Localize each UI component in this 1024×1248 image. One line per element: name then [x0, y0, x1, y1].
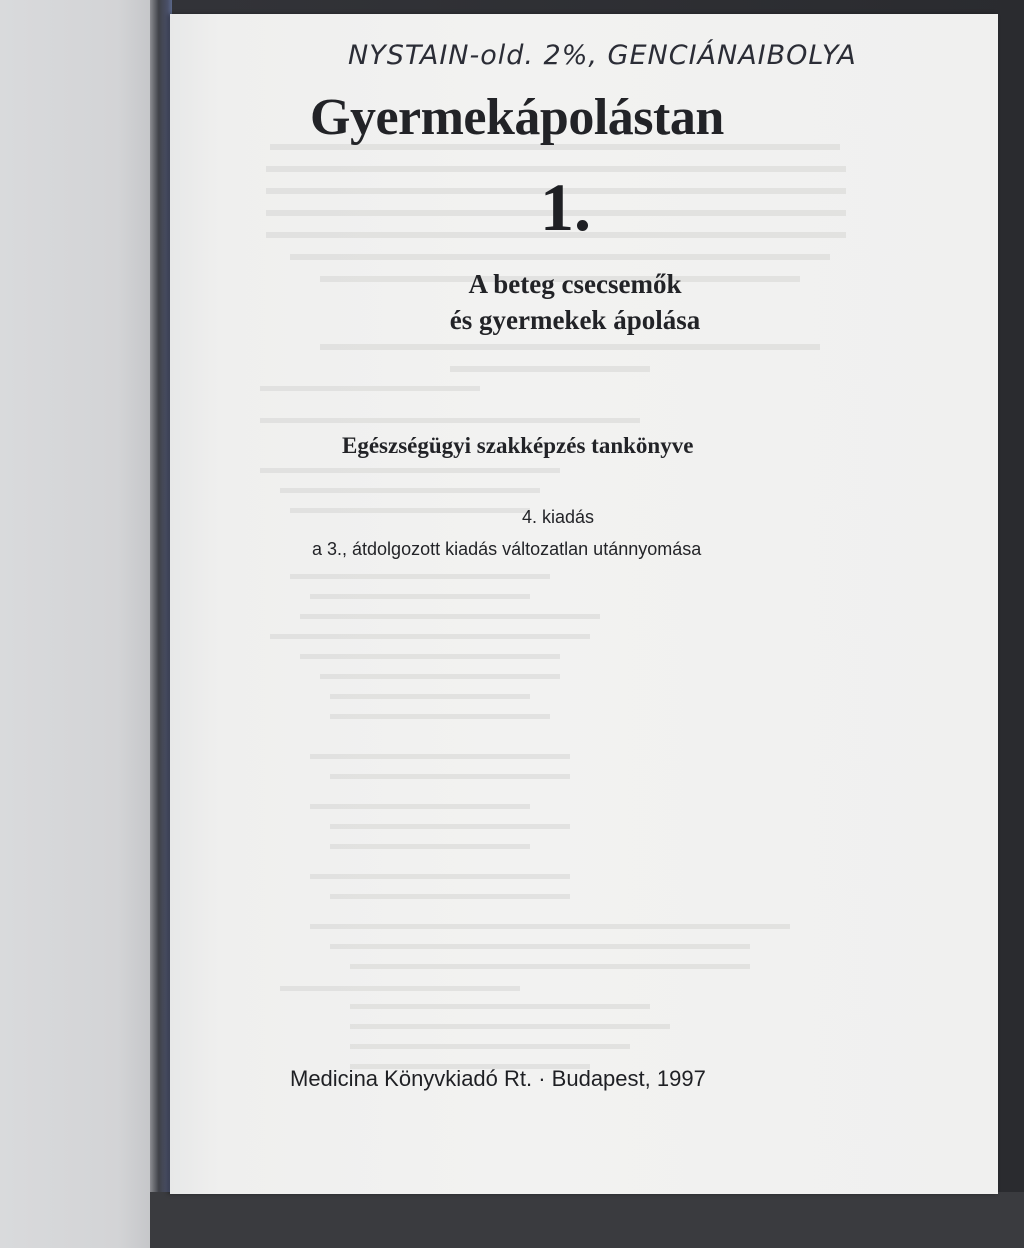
publisher-imprint: Medicina Könyvkiadó Rt. · Budapest, 1997: [290, 1066, 706, 1091]
edition-label: 4. kiadás: [522, 507, 595, 527]
reprint-note: a 3., átdolgozott kiadás változatlan utánnyomása: [312, 539, 702, 559]
book-subtitle: [380, 266, 770, 338]
subtitle-line-1: A beteg csecsemők: [468, 269, 682, 299]
left-page: [0, 0, 168, 1248]
book-cover-edge: [150, 0, 172, 1200]
bottom-shadow: [150, 1192, 1024, 1248]
book-title: Gyermekápolástan: [310, 89, 724, 146]
subtitle-line-2: és gyermekek ápolása: [449, 305, 701, 335]
handwritten-note-text: NYSTAIN-old. 2%, GENCIÁNAIBOLYA: [348, 40, 857, 71]
volume-number: 1.: [540, 169, 591, 245]
series-title: Egészségügyi szakképzés tankönyve: [342, 433, 694, 458]
